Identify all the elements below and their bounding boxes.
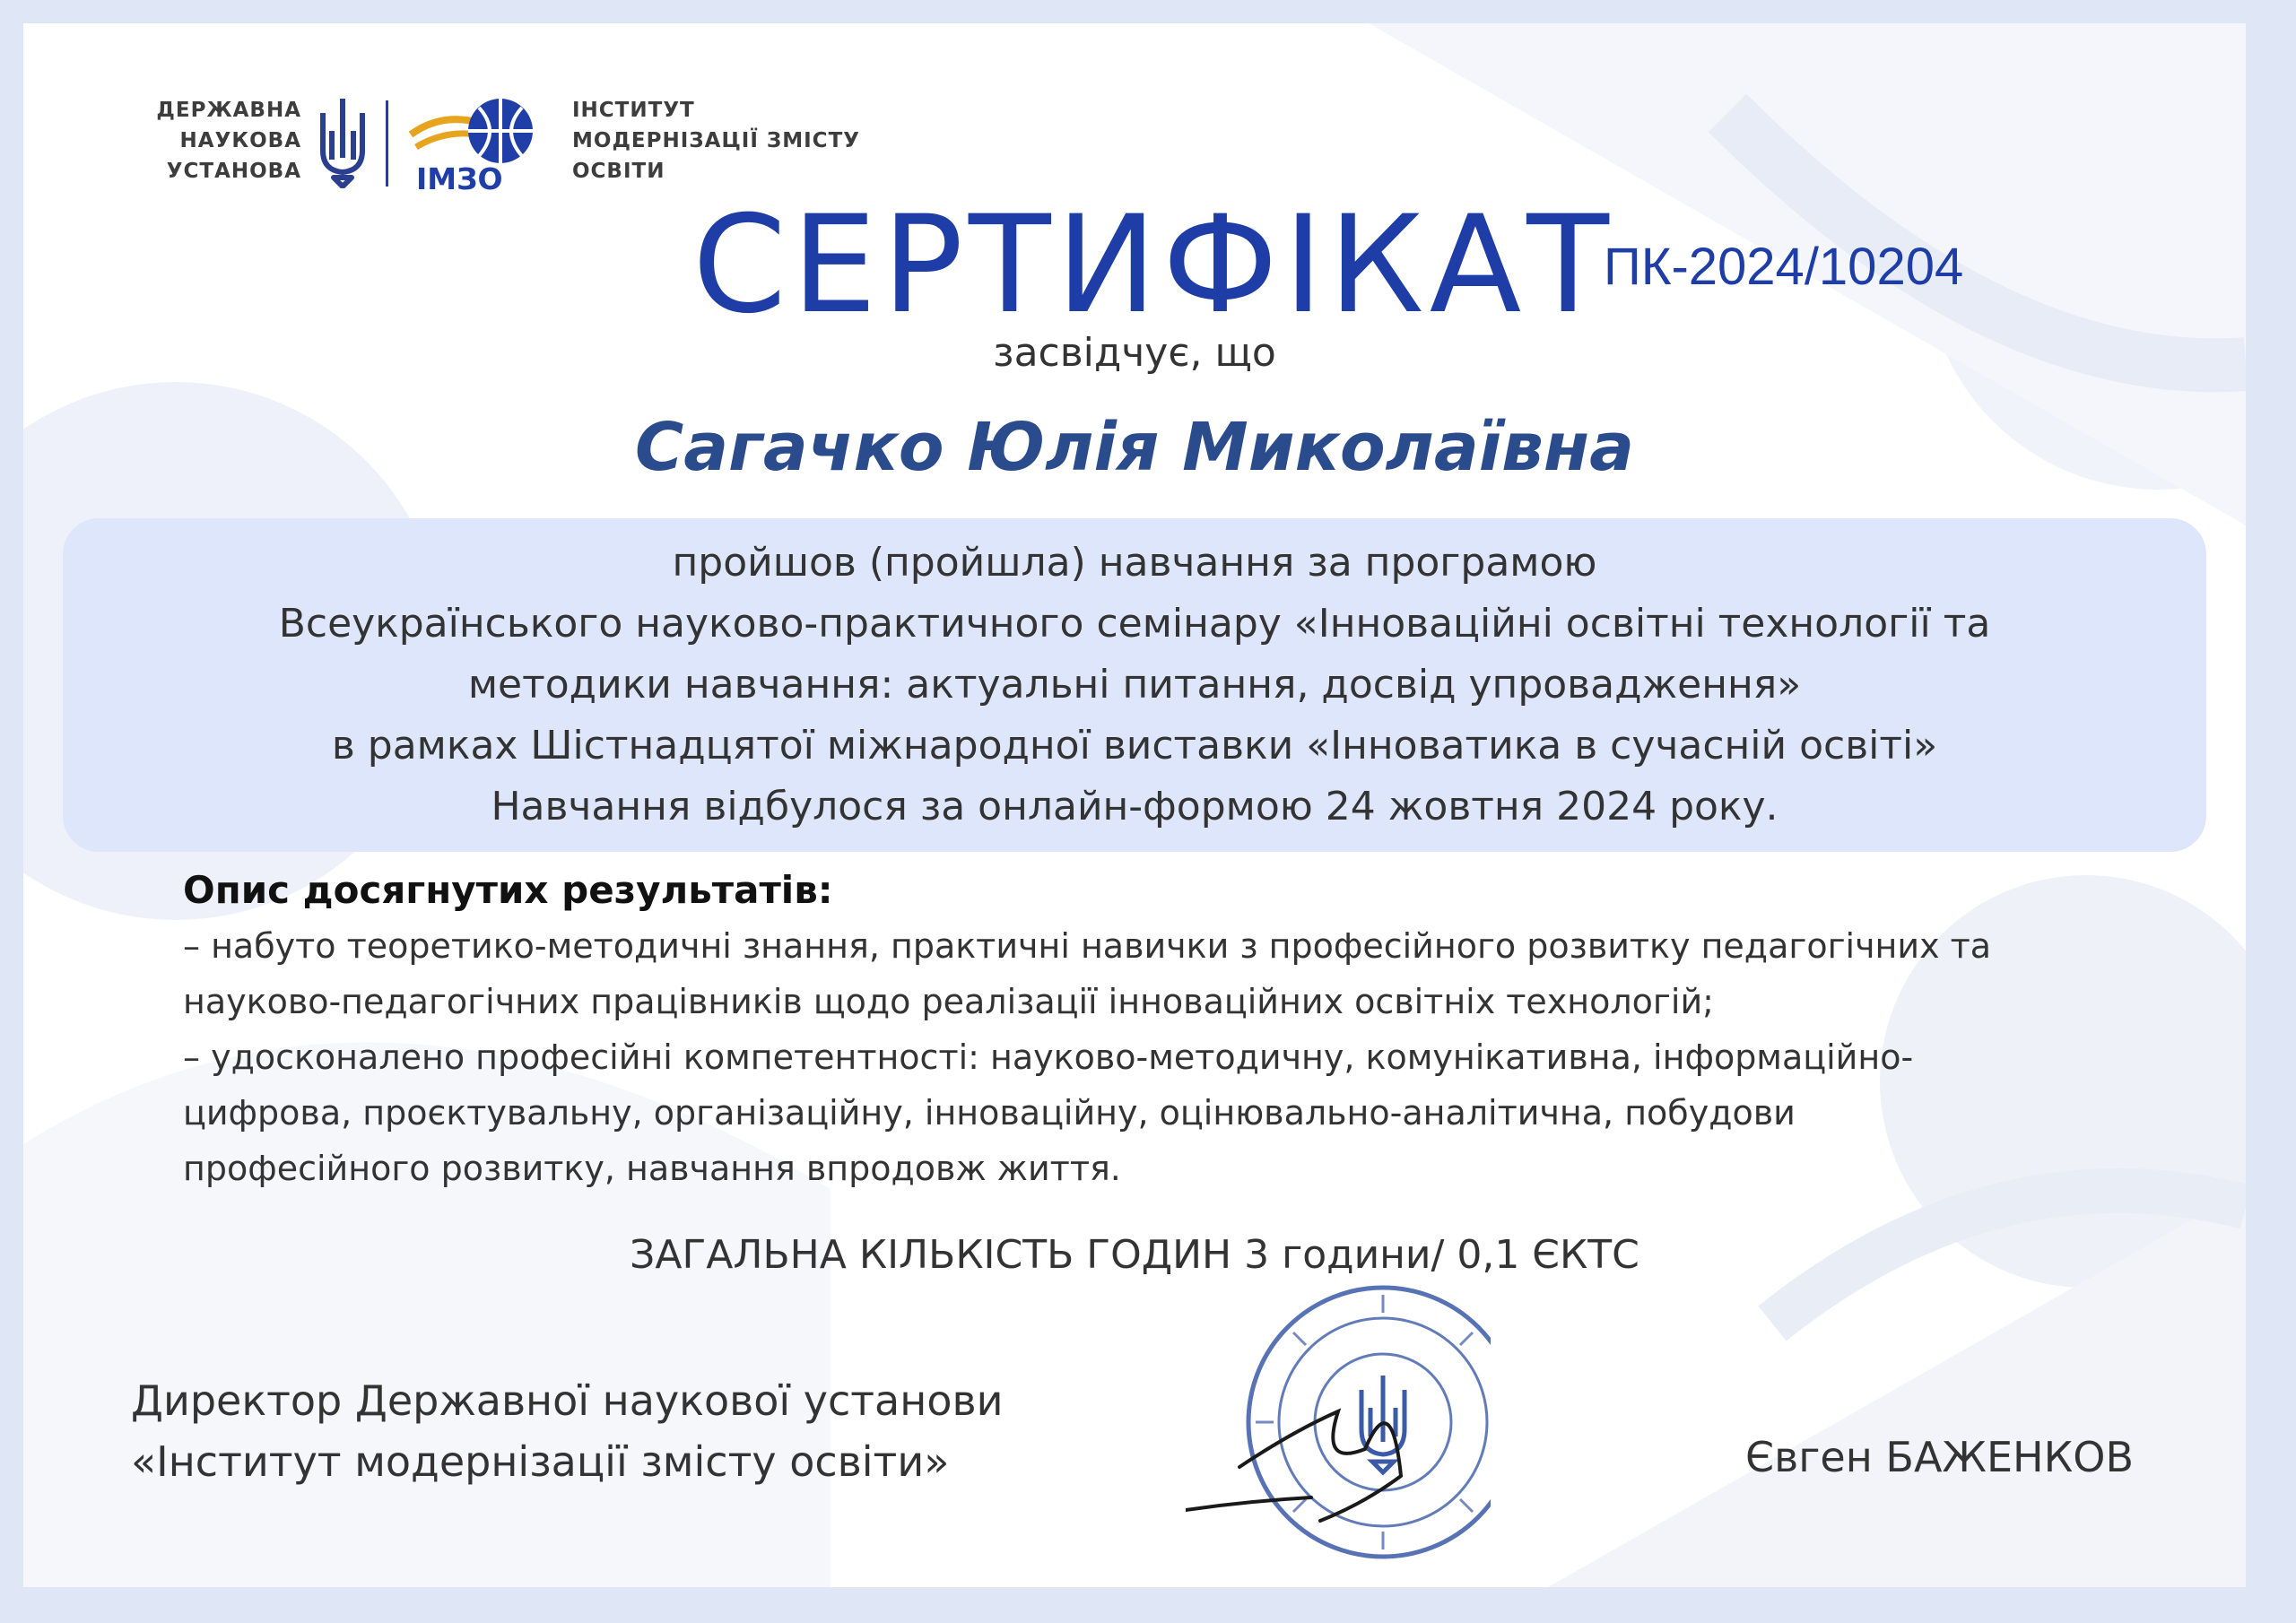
results-heading: Опис досягнутих результатів: — [183, 868, 833, 912]
program-description — [63, 533, 2206, 838]
results-line: – набуто теоретико-методичні знання, практичні навички з професійного розвитку педагогічних та — [183, 926, 1992, 966]
certificate-title: СЕРТИФІКАТ — [692, 187, 1614, 343]
certificate-sheet — [23, 23, 2246, 1587]
results-line: професійного розвитку, навчання впродовж життя. — [183, 1149, 1121, 1188]
results-line: – удосконалено професійні компетентності: науково-методичну, комунікативна, інформаційно- — [183, 1037, 1914, 1077]
trident-icon — [314, 95, 371, 188]
program-line: Навчання відбулося за онлайн-формою 24 жовтня 2024 року. — [491, 784, 1779, 829]
program-line: Всеукраїнського науково-практичного семінару «Інноваційні освітні технології та — [278, 601, 1991, 647]
results-line: цифрова, проєктувальну, організаційну, інноваційну, оцінювально-аналітична, побудови — [183, 1093, 1796, 1133]
certificate-number: ПК-2024/10204 — [1604, 238, 1964, 296]
logo-left-text: ДЕРЖАВНА НАУКОВА УСТАНОВА — [156, 99, 301, 183]
official-stamp-icon — [1186, 1279, 1491, 1566]
program-line: в рамках Шістнадцятої міжнародної виставки «Інноватика в сучасній освіті» — [331, 723, 1938, 768]
logo-divider — [386, 100, 388, 187]
program-line: пройшов (пройшла) навчання за програмою — [672, 540, 1597, 586]
recipient-name: Сагачко Юлія Миколаївна — [634, 409, 1635, 486]
results-section — [183, 863, 2156, 1196]
program-line: методики навчання: актуальні питання, досвід упровадження» — [467, 662, 1802, 707]
total-hours: ЗАГАЛЬНА КІЛЬКІСТЬ ГОДИН 3 години/ 0,1 ЄКТС — [630, 1232, 1639, 1278]
director-title: Директор Державної наукової установи «Інститут модернізації змісту освіти» — [131, 1376, 1004, 1486]
certifies-text: засвідчує, що — [993, 330, 1276, 376]
results-line: науково-педагогічних працівників щодо реалізації інноваційних освітніх технологій; — [183, 982, 1714, 1021]
signer-name: Євген БАЖЕНКОВ — [1745, 1433, 2135, 1481]
imzo-abbreviation: ІМЗО — [416, 161, 503, 196]
logo-right-text: ІНСТИТУТ МОДЕРНІЗАЦІЇ ЗМІСТУ ОСВІТИ — [572, 99, 860, 183]
